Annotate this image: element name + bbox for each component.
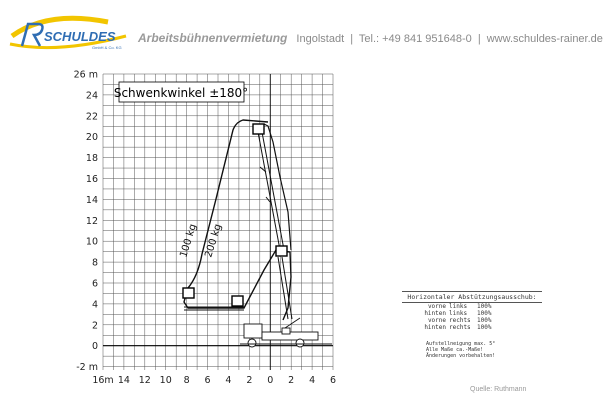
y-tick-label: 26 m [73, 69, 98, 81]
legend-note: Aufstellneigung max. 5° [426, 341, 496, 347]
legend-row [402, 310, 542, 317]
y-tick-label: 16 [85, 174, 98, 185]
legend-side: links [449, 303, 468, 310]
schuldes-logo [8, 14, 130, 54]
legend-value: 100% [477, 310, 492, 317]
y-tick-label: 2 [91, 320, 98, 332]
legend-pos: hinten [424, 310, 446, 317]
x-tick-label: 0 [267, 375, 274, 386]
basket-top [253, 124, 264, 134]
legend-title: Horizontaler Abstützungsausschub: [402, 291, 542, 303]
legend-side: rechts [449, 324, 471, 331]
legend-pos: vorne [427, 303, 446, 310]
logo-company-text: SCHULDES [44, 29, 116, 44]
source-credit: Quelle: Ruthmann [470, 386, 527, 393]
logo-sub-text: GmbH & Co. KG [92, 45, 122, 50]
y-tick-label: 18 [85, 153, 98, 165]
separator: | [477, 33, 481, 45]
y-tick-label: -2 m [76, 362, 98, 374]
diagram-title: Schwenkwinkel ±180° [113, 86, 249, 100]
legend-note: Alle Maße ca.-Maße! [426, 347, 484, 353]
x-tick-label: 12 [138, 375, 151, 386]
x-tick-label: 10 [159, 375, 172, 386]
legend-value: 100% [477, 303, 492, 310]
x-tick-label: 4 [309, 375, 316, 386]
basket-low [232, 296, 243, 306]
y-tick-label: 12 [85, 215, 98, 227]
phone: Tel.: +49 841 951648-0 [358, 33, 472, 45]
header [0, 0, 603, 62]
x-tick-label: 14 [117, 375, 130, 386]
x-tick-label: 6 [204, 375, 211, 386]
y-tick-label: 14 [85, 194, 98, 206]
legend-pos: hinten [424, 324, 446, 331]
legend [402, 291, 542, 359]
legend-row [402, 324, 542, 331]
legend-note: Änderungen vorbehalten! [426, 353, 496, 359]
legend-value: 100% [477, 317, 492, 324]
x-tick-label: 2 [246, 375, 253, 386]
boom-sketch [184, 132, 292, 319]
legend-side: rechts [449, 317, 471, 324]
legend-side: links [449, 310, 468, 317]
load-label-200: 200 kg [203, 222, 224, 259]
diagram-grid [103, 74, 333, 370]
website-link[interactable]: www.schuldes-rainer.de [486, 33, 603, 45]
y-tick-label: 4 [91, 299, 98, 311]
basket-mid [276, 246, 287, 256]
tagline: Arbeitsbühnenvermietung [138, 31, 288, 45]
legend-row [402, 303, 542, 310]
separator: | [350, 33, 354, 45]
x-tick-label: 2 [288, 375, 295, 386]
y-tick-label: 20 [85, 132, 98, 144]
x-tick-label: 16m [92, 375, 114, 386]
x-tick-label: 8 [183, 375, 190, 386]
legend-notes [402, 341, 542, 359]
legend-row [402, 317, 542, 324]
basket-left [183, 288, 194, 298]
x-tick-label: 4 [225, 375, 232, 386]
city: Ingolstadt [296, 33, 345, 45]
x-tick-label: 6 [329, 375, 337, 386]
legend-pos: vorne [427, 317, 446, 324]
y-tick-label: 22 [85, 111, 98, 123]
y-tick-label: 24 [85, 90, 98, 102]
legend-value: 100% [477, 324, 492, 331]
y-tick-label: 10 [85, 236, 98, 248]
y-tick-label: 6 [91, 278, 98, 290]
header-contact [138, 31, 603, 45]
load-label-100: 100 kg [178, 222, 199, 259]
y-tick-label: 0 [91, 341, 98, 353]
truck-icon [240, 318, 332, 347]
y-tick-label: 8 [91, 257, 98, 269]
